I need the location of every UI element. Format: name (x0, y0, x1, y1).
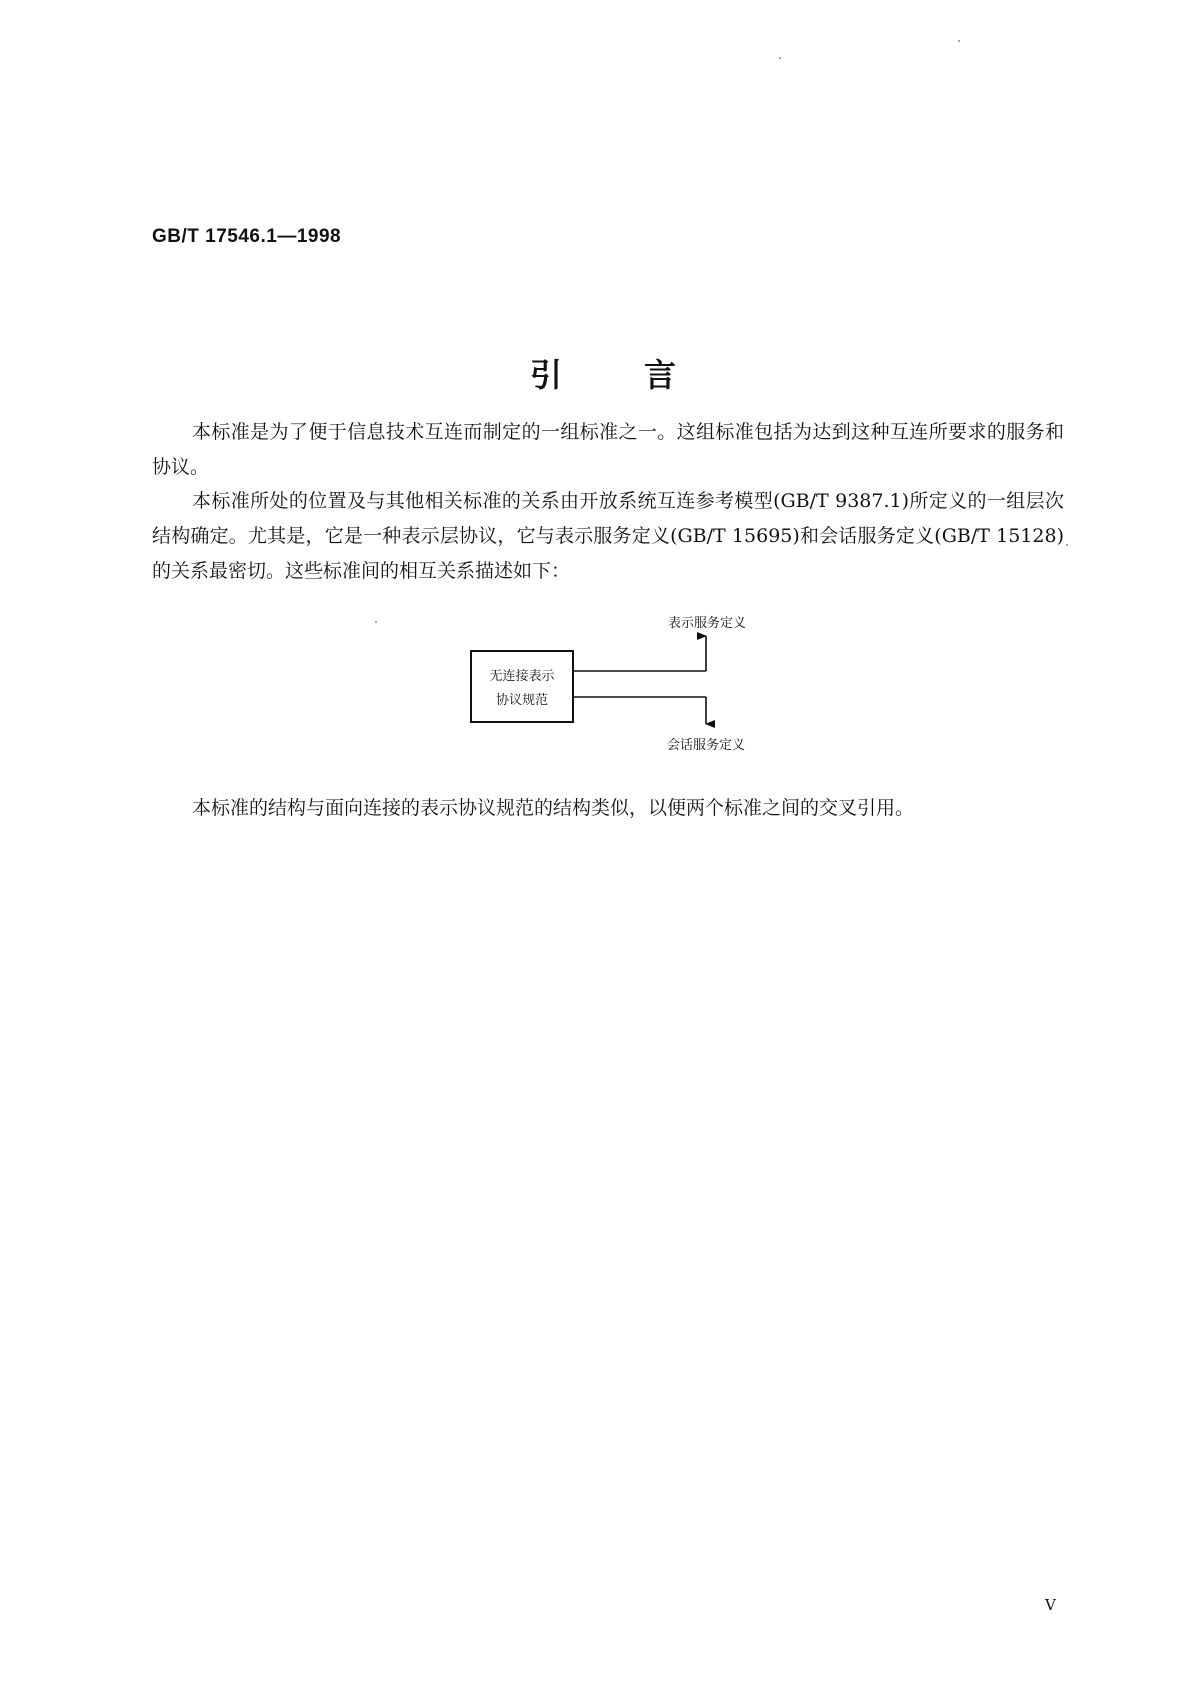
page-title (530, 350, 678, 396)
page-number: V (1045, 1596, 1056, 1614)
page-title-char-1: 引 (530, 356, 565, 394)
protocol-spec-box (471, 651, 573, 722)
page-title-char-2: 言 (644, 356, 679, 394)
standard-number: GB/T 17546.1—1998 (152, 226, 342, 247)
paragraph-2: 本标准所处的位置及与其他相关标准的关系由开放系统互连参考模型(GB/T 9387.1)所定义的一组层次结构确定。尤其是，它是一种表示层协议，它与表示服务定义(GB/T 15695)和会话服务定义(GB/T 15128)的关系最密切。这些标准间的相互关系描述如下： (152, 490, 1064, 582)
scan-speck (779, 57, 781, 59)
scan-speck (958, 40, 960, 42)
session-service-label: 会话服务定义 (666, 738, 746, 753)
scan-speck (375, 621, 377, 623)
scan-speck (1066, 544, 1068, 546)
presentation-service-label: 表示服务定义 (667, 616, 747, 631)
box-label-line-2: 协议规范 (495, 693, 549, 708)
paragraph-1: 本标准是为了便于信息技术互连而制定的一组标准之一。这组标准包括为达到这种互连所要求的服务和协议。 (152, 421, 1064, 478)
paragraph-3: 本标准的结构与面向连接的表示协议规范的结构类似，以便两个标准之间的交叉引用。 (192, 797, 915, 819)
box-label-line-1: 无连接表示 (489, 669, 555, 684)
